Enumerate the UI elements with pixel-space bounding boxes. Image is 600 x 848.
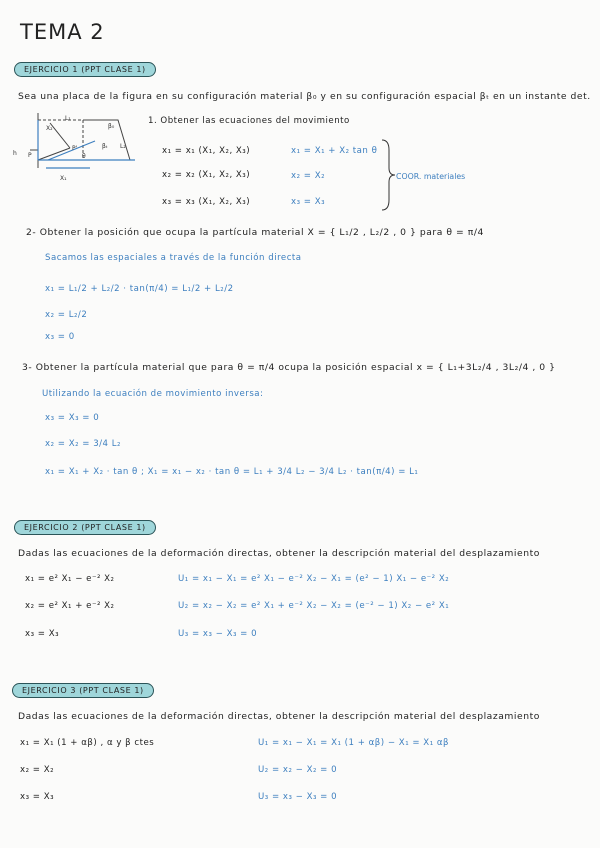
eq-line-3: x₃ = x₃ (X₁, X₂, X₃) xyxy=(162,197,251,207)
fig-label-l2: L₂ xyxy=(120,143,126,150)
q3-note: Utilizando la ecuación de movimiento inversa: xyxy=(42,389,264,399)
q2-x3: x₃ = 0 xyxy=(45,332,75,342)
fig-label-x2: X₂ xyxy=(46,125,53,132)
res-line-1: x₁ = X₁ + X₂ tan θ xyxy=(291,146,378,156)
fig-label-b0: β₀ xyxy=(108,123,115,130)
ex3-right-1: U₁ = x₁ − X₁ = X₁ (1 + αβ) − X₁ = X₁ αβ xyxy=(258,738,450,748)
q3-x1: x₁ = X₁ + X₂ · tan θ ; X₁ = x₁ − x₂ · tan θ = L₁ + 3/4 L₂ − 3/4 L₂ · tan(π/4) = L₁ xyxy=(45,467,419,477)
coor-label: COOR. materiales xyxy=(396,172,466,181)
q2-x2: x₂ = L₂/2 xyxy=(45,310,88,320)
ex2-left-3: x₃ = X₃ xyxy=(25,629,60,639)
ex3-right-3: U₃ = x₃ − X₃ = 0 xyxy=(258,792,338,802)
ex2-right-2: U₂ = x₂ − X₂ = e² X₁ + e⁻² X₂ − X₂ = (e⁻² − 1) X₂ − e² X₁ xyxy=(178,601,450,611)
fig-label-h: h xyxy=(13,150,17,157)
q2-note: Sacamos las espaciales a través de la función directa xyxy=(45,253,302,263)
fig-label-x1: X₁ xyxy=(60,175,67,182)
exercise-3-tag: EJERCICIO 3 (PPT CLASE 1) xyxy=(12,683,154,698)
plate-figure xyxy=(10,108,145,193)
q2-text: 2- Obtener la posición que ocupa la partícula material X = { L₁/2 , L₂/2 , 0 } para θ = π/4 xyxy=(26,227,484,238)
fig-label-l1: L₁ xyxy=(65,115,71,122)
page-title: TEMA 2 xyxy=(20,20,105,44)
res-line-2: x₂ = X₂ xyxy=(291,171,326,181)
q1-text: 1. Obtener las ecuaciones del movimiento xyxy=(148,116,350,126)
exercise-3-intro: Dadas las ecuaciones de la deformación directas, obtener la descripción material del desplazamiento xyxy=(18,711,540,722)
ex3-right-2: U₂ = x₂ − X₂ = 0 xyxy=(258,765,338,775)
exercise-1-tag: EJERCICIO 1 (PPT CLASE 1) xyxy=(14,62,156,77)
fig-label-p: P xyxy=(28,152,32,159)
ex3-left-2: x₂ = X₂ xyxy=(20,765,55,775)
ex3-left-1: x₁ = X₁ (1 + αβ) , α y β ctes xyxy=(20,738,155,748)
ex2-right-3: U₃ = x₃ − X₃ = 0 xyxy=(178,629,258,639)
ex2-left-2: x₂ = e² X₁ + e⁻² X₂ xyxy=(25,601,115,611)
q3-x2: x₂ = X₂ = 3/4 L₂ xyxy=(45,439,121,449)
fig-label-theta: θ xyxy=(82,153,86,160)
fig-label-pp: P' xyxy=(72,145,78,152)
q3-x3: x₃ = X₃ = 0 xyxy=(45,413,100,423)
ex2-left-1: x₁ = e² X₁ − e⁻² X₂ xyxy=(25,574,115,584)
res-line-3: x₃ = X₃ xyxy=(291,197,326,207)
q2-x1: x₁ = L₁/2 + L₂/2 · tan(π/4) = L₁/2 + L₂/2 xyxy=(45,284,234,294)
eq-line-1: x₁ = x₁ (X₁, X₂, X₃) xyxy=(162,146,251,156)
eq-line-2: x₂ = x₂ (X₁, X₂, X₃) xyxy=(162,170,251,180)
ex3-left-3: x₃ = X₃ xyxy=(20,792,55,802)
q3-text: 3- Obtener la partícula material que para θ = π/4 ocupa la posición espacial x = { L₁+3L₂/4 , 3L₂/4 , 0 } xyxy=(22,362,556,373)
exercise-2-intro: Dadas las ecuaciones de la deformación directas, obtener la descripción material del desplazamiento xyxy=(18,548,540,559)
fig-label-bt: βₜ xyxy=(102,143,108,150)
exercise-1-intro: Sea una placa de la figura en su configuración material β₀ y en su configuración espacial βₜ en un instante det. xyxy=(18,91,591,102)
ex2-right-1: U₁ = x₁ − X₁ = e² X₁ − e⁻² X₂ − X₁ = (e² − 1) X₁ − e⁻² X₂ xyxy=(178,574,450,584)
exercise-2-tag: EJERCICIO 2 (PPT CLASE 1) xyxy=(14,520,156,535)
